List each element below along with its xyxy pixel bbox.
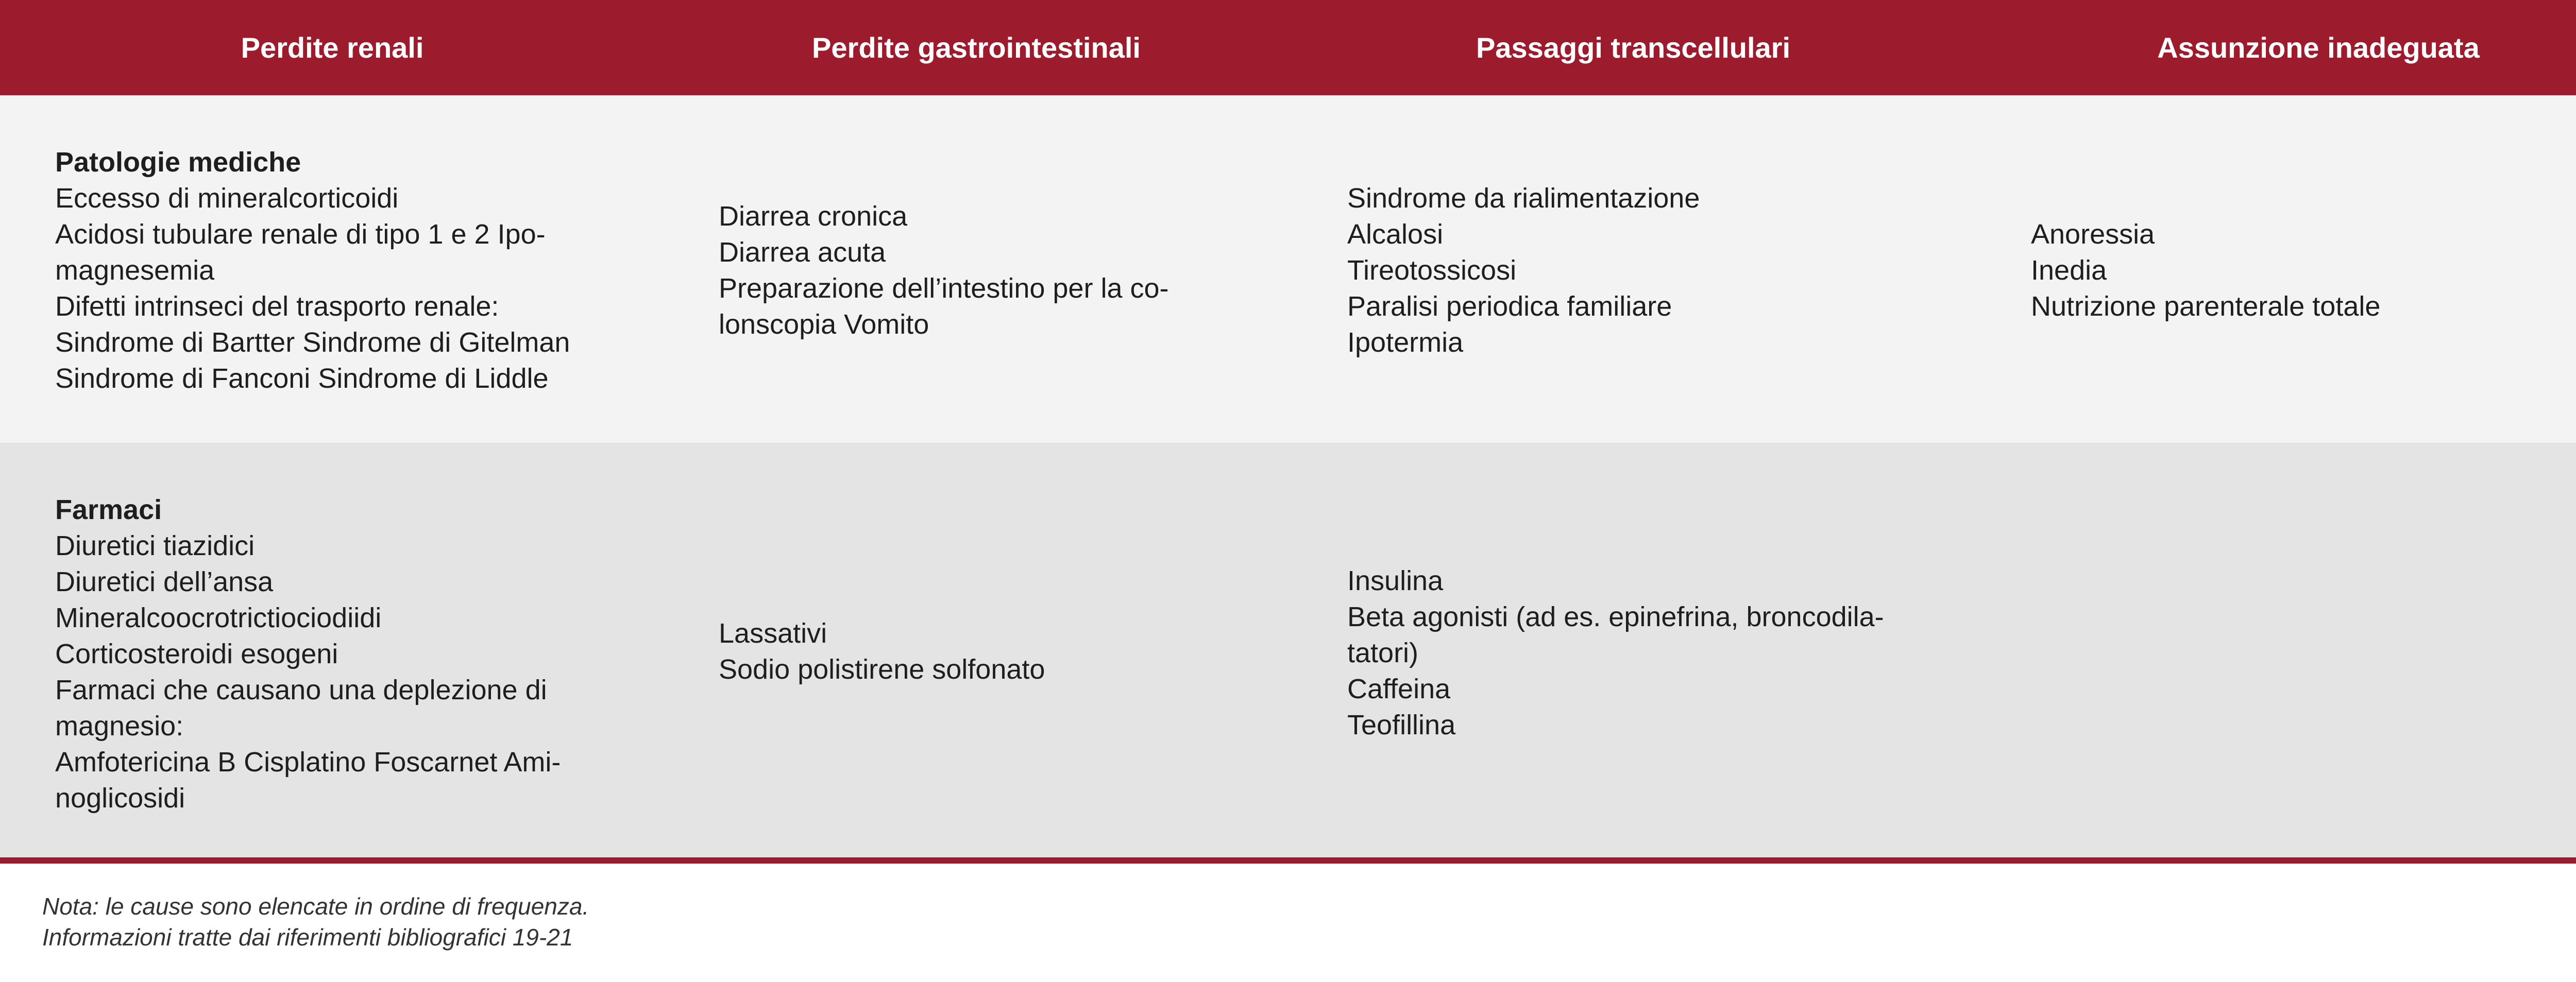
cell-renal-farmaci — [55, 492, 561, 816]
list-item: Diuretici tiazidici — [55, 530, 255, 561]
table-footnote — [42, 891, 589, 953]
list-item: Anoressia — [2031, 219, 2155, 250]
list-item: Diuretici dell’ansa — [55, 566, 274, 597]
list-item: Paralisi periodica familiare — [1347, 291, 1672, 322]
list-item: Diarrea acuta — [719, 237, 886, 268]
list-item: Sodio polistirene solfonato — [719, 654, 1045, 685]
list-item: tatori) — [1347, 638, 1419, 668]
list-item: Sindrome di Bartter Sindrome di Gitelman — [55, 327, 570, 358]
cell-intake-patologie — [2031, 216, 2380, 324]
list-item: magnesio: — [55, 711, 184, 742]
list-item: Tireotossicosi — [1347, 255, 1517, 286]
list-item: Teofillina — [1347, 710, 1456, 740]
table-header — [0, 0, 2576, 95]
footnote-line: Nota: le cause sono elencate in ordine di frequenza. — [42, 893, 589, 920]
header-assunzione-inadeguata: Assunzione inadeguata — [2157, 31, 2480, 64]
list-item: Farmaci che causano una deplezione di — [55, 675, 547, 705]
list-item: Lassativi — [719, 618, 827, 649]
list-item: Nutrizione parenterale totale — [2031, 291, 2381, 322]
header-perdite-renali: Perdite renali — [241, 31, 424, 64]
list-item: Eccesso di mineralcorticoidi — [55, 183, 399, 214]
list-item: Difetti intrinseci del trasporto renale: — [55, 291, 499, 322]
footnote-line: Informazioni tratte dai riferimenti bibliografici 19-21 — [42, 924, 573, 951]
list-item: Mineralcoocrotrictiociodiidi — [55, 602, 382, 633]
header-passaggi-transcellulari: Passaggi transcellulari — [1476, 31, 1791, 64]
list-item: lonscopia Vomito — [719, 309, 929, 340]
list-item: Sindrome di Fanconi Sindrome di Liddle — [55, 363, 549, 394]
list-item: noglicosidi — [55, 783, 185, 814]
list-item: Amfotericina B Cisplatino Foscarnet Ami- — [55, 747, 561, 778]
cell-gi-farmaci — [719, 615, 1045, 687]
row-title-farmaci: Farmaci — [55, 494, 162, 525]
list-item: Diarrea cronica — [719, 201, 908, 232]
list-item: Beta agonisti (ad es. epinefrina, broncodila- — [1347, 601, 1884, 632]
cell-gi-patologie — [719, 198, 1169, 342]
list-item: Ipotermia — [1347, 327, 1464, 358]
list-item: Corticosteroidi esogeni — [55, 639, 338, 669]
cell-renal-patologie — [55, 144, 570, 397]
list-item: Inedia — [2031, 255, 2107, 286]
table-bottom-rule — [0, 857, 2576, 864]
row-title-patologie-mediche: Patologie mediche — [55, 147, 301, 178]
list-item: Alcalosi — [1347, 219, 1444, 250]
list-item: magnesemia — [55, 255, 215, 286]
list-item: Acidosi tubulare renale di tipo 1 e 2 Ipo- — [55, 219, 546, 250]
list-item: Sindrome da rialimentazione — [1347, 183, 1700, 214]
header-perdite-gastrointestinali: Perdite gastrointestinali — [812, 31, 1141, 64]
cell-transcellular-patologie — [1347, 180, 1700, 360]
list-item: Insulina — [1347, 565, 1444, 596]
cell-transcellular-farmaci — [1347, 563, 1884, 743]
list-item: Caffeina — [1347, 674, 1451, 704]
list-item: Preparazione dell’intestino per la co- — [719, 273, 1169, 304]
